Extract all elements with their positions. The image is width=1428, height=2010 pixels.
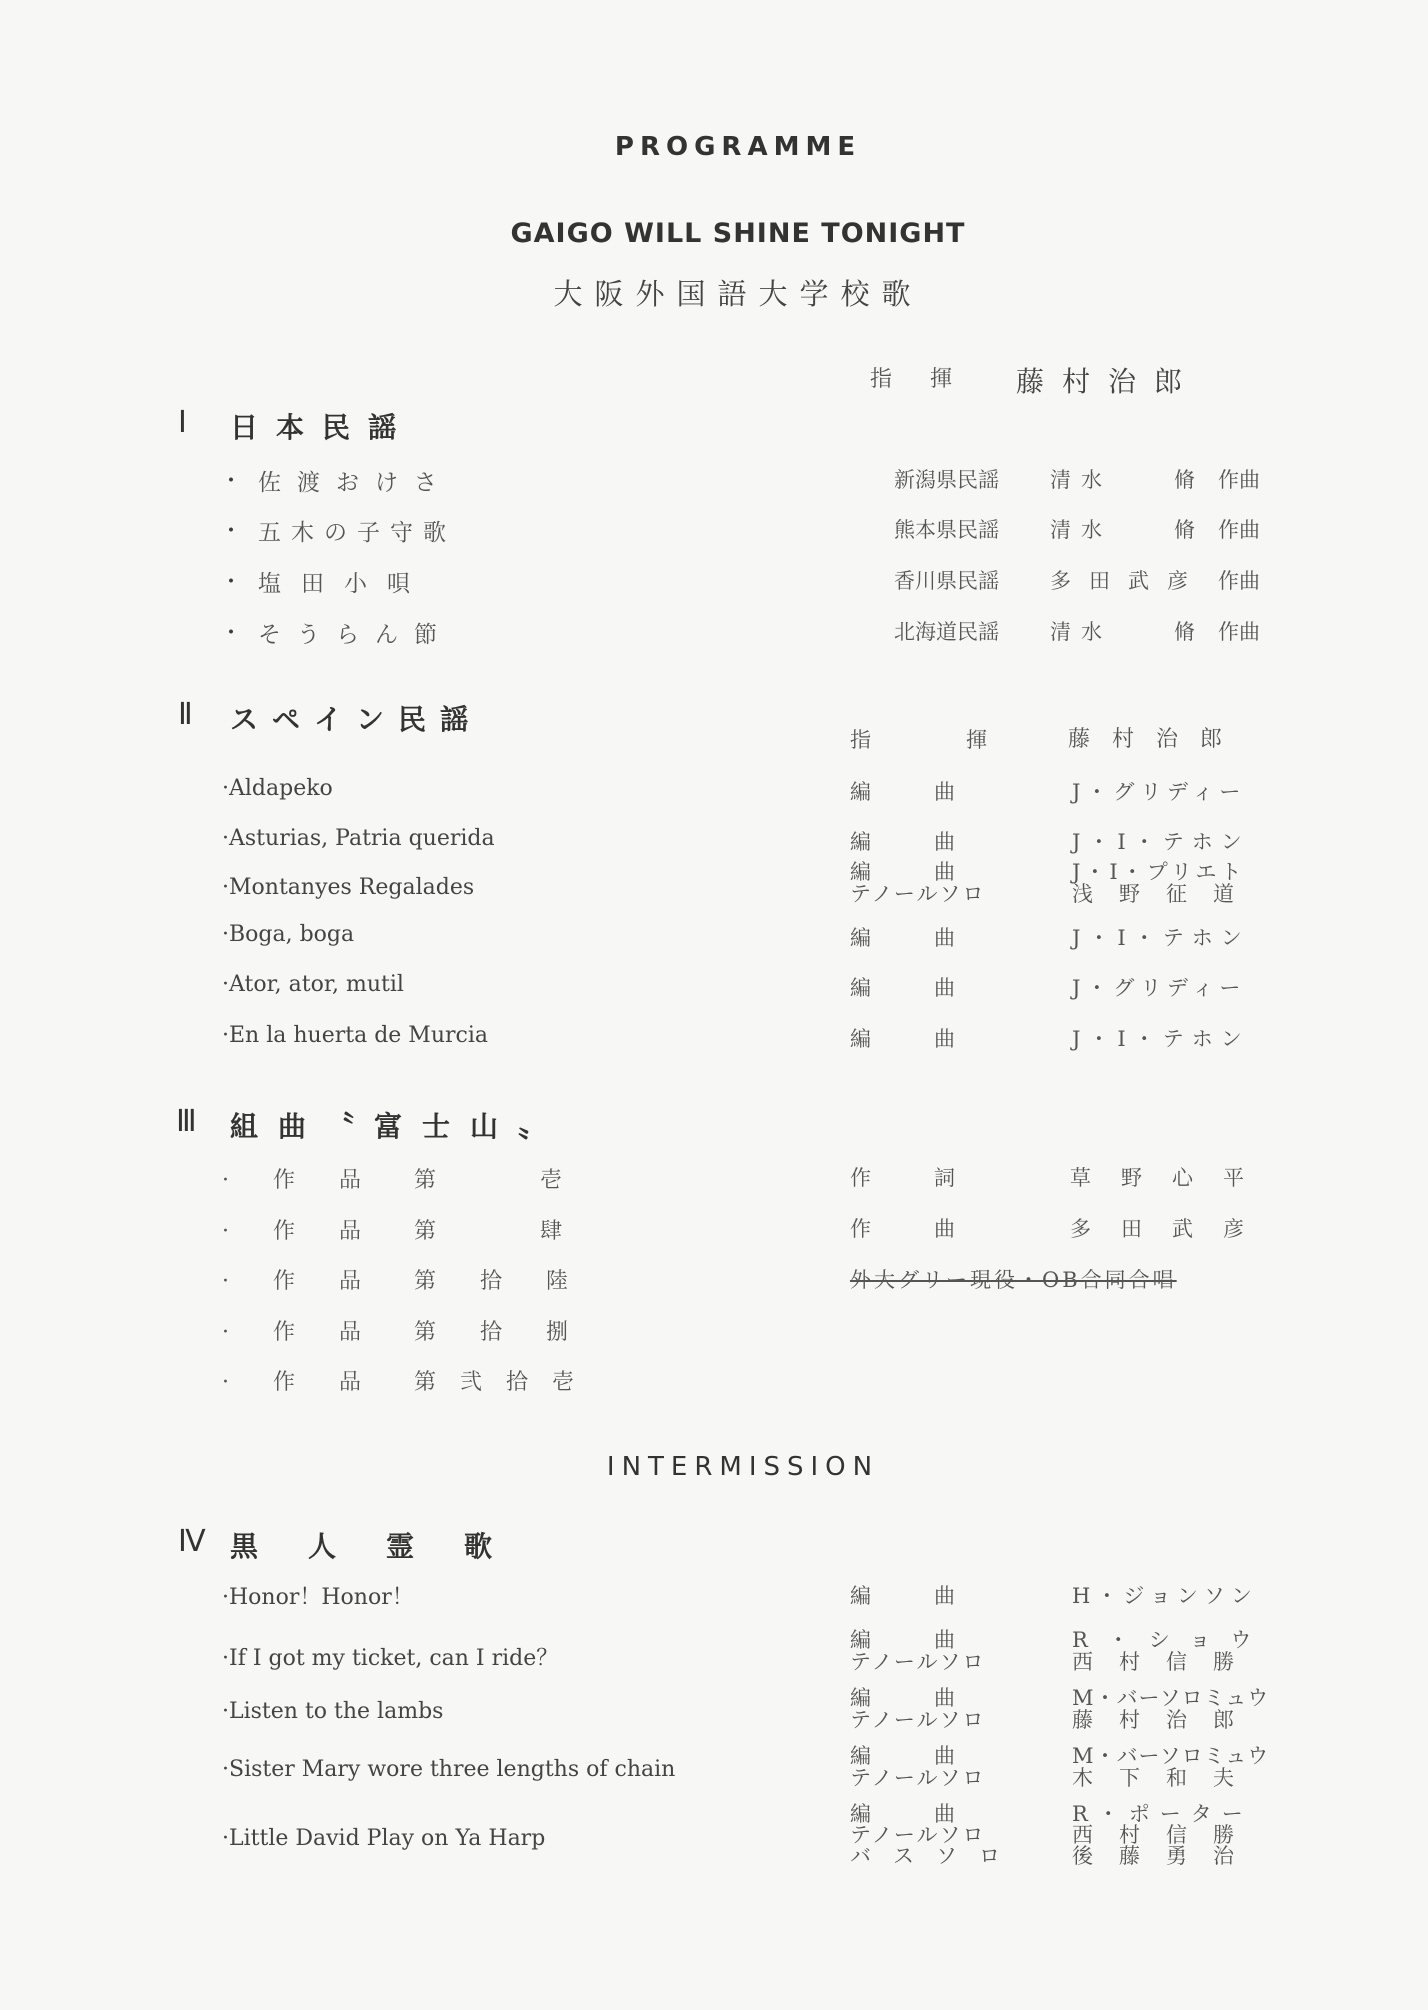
credit-role: 編 曲 [850,976,955,1000]
credit-name: M・バーソロミュウ [1072,1744,1270,1768]
lyricist-role: 作 詞 [850,1166,955,1190]
song-origin: 香川県民謡 [894,569,999,593]
credit-role: バスソロ [850,1844,1022,1868]
section-numeral: Ⅲ [176,1104,197,1139]
credit-role: 編 曲 [850,1802,955,1826]
song-title: ·Honor！Honor！ [222,1585,414,1610]
credit-name: J・I・テホン [1072,1027,1250,1051]
song-origin: 熊本県民謡 [894,518,999,542]
song-title: 佐渡おけさ [258,470,453,496]
song-title: ·If I got my ticket, can I ride？ [222,1646,559,1671]
work-label: ·作品 [222,1219,406,1244]
section-numeral: Ⅰ [178,405,187,440]
section-title: スペイン民謡 [230,703,483,736]
credit-role: テノールソロ [850,1766,986,1790]
credit-role: テノールソロ [850,1708,986,1732]
credit-role: 編 曲 [850,1744,955,1768]
work-label: ·作品 [222,1168,406,1193]
song-title: 塩田小唄 [258,571,430,597]
composer-name: 清水 脩 [1050,518,1205,542]
work-label: ·作品 [222,1269,406,1294]
work-label: ·作品 [222,1320,406,1345]
intermission-heading: INTERMISSION [606,1452,880,1482]
credit-role: 編 曲 [850,926,955,950]
song-title: ·En la huerta de Murcia [222,1023,488,1048]
song-title: ·Little David Play on Ya Harp [222,1826,546,1851]
credit-name: J・I・テホン [1072,926,1250,950]
section-numeral: Ⅱ [178,697,193,732]
composer-role: 作曲 [1218,518,1260,542]
lyricist-name: 草野心平 [1070,1166,1274,1190]
song-title: ·Aldapeko [222,776,333,801]
credit-name: J・グリディー [1072,976,1247,1000]
song-title: ·Listen to the lambs [222,1699,444,1724]
song-title: そうらん節 [258,622,453,648]
credit-role: 編 曲 [850,1027,955,1051]
credit-name: J・グリディー [1072,780,1247,804]
section-title: 組曲〝富士山〟 [230,1110,567,1143]
song-origin: 新潟県民謡 [894,468,999,492]
opening-song-title: GAIGO WILL SHINE TONIGHT [510,218,966,249]
work-number: 第肆 [414,1219,667,1244]
composer-name: 清水 脩 [1050,620,1205,644]
credit-name: 後藤勇治 [1072,1844,1260,1868]
bullet: ・ [220,570,243,595]
song-title: 五木の子守歌 [258,520,456,546]
song-title: ·Boga, boga [222,922,355,947]
credit-role: テノールソロ [850,1650,986,1674]
page-title: PROGRAMME [614,132,862,162]
credit-role: 編 曲 [850,830,955,854]
song-title: ·Ator, ator, mutil [222,972,404,997]
section-title: 日本民謡 [230,411,415,444]
conductor-name: 藤村治郎 [1068,727,1245,752]
credit-name: R・ショウ [1072,1628,1272,1652]
credit-name: 木下和夫 [1072,1766,1260,1790]
credit-role: 編 曲 [850,1584,955,1608]
bullet: ・ [220,621,243,646]
work-number: 第壱 [414,1168,667,1193]
credit-role: 編 曲 [850,1686,955,1710]
credit-name: 西村信勝 [1072,1823,1260,1847]
crossed-out-note: 外大グリー現役・OB合同合唱 [850,1268,1177,1292]
credit-role: 編 曲 [850,1628,955,1652]
work-number: 第弐拾壱 [414,1370,599,1395]
bullet: ・ [220,519,243,544]
credit-role: 編 曲 [850,780,955,804]
credit-role: テノールソロ [850,882,986,906]
song-title: ·Asturias, Patria querida [222,826,495,851]
credit-name: J・I・テホン [1072,830,1250,854]
credit-name: 浅野征道 [1072,882,1260,906]
song-origin: 北海道民謡 [894,620,999,644]
composer-role: 作 曲 [850,1217,955,1241]
credit-name: M・バーソロミュウ [1072,1686,1270,1710]
composer-name: 多田武彦 [1070,1217,1274,1241]
composer-name: 多田武彦 [1050,569,1206,593]
composer-name: 清水 脩 [1050,468,1205,492]
credit-name: 藤村治郎 [1072,1708,1260,1732]
work-number: 第拾陸 [414,1269,613,1294]
credit-role: テノールソロ [850,1823,986,1847]
section-numeral: Ⅳ [178,1524,206,1559]
composer-role: 作曲 [1218,620,1260,644]
song-title: ·Montanyes Regalades [222,875,475,900]
credit-name: R・ポーター [1072,1802,1253,1826]
work-number: 第拾捌 [414,1320,613,1345]
credit-name: J・I・プリエト [1072,860,1246,884]
work-label: ·作品 [222,1370,406,1395]
composer-role: 作曲 [1218,468,1260,492]
credit-role: 編 曲 [850,860,955,884]
section-title: 黒人霊歌 [230,1530,543,1563]
conductor-role: 指 揮 [850,728,995,752]
bullet: ・ [220,469,243,494]
credit-name: 西村信勝 [1072,1650,1260,1674]
composer-role: 作曲 [1218,569,1260,593]
conductor-name: 藤村治郎 [1016,365,1201,398]
credit-name: H・ジョンソン [1072,1584,1258,1608]
song-title: ·Sister Mary wore three lengths of chain [222,1757,676,1782]
conductor-role: 指 揮 [870,367,961,392]
school-song-title: 大阪外国語大学校歌 [553,277,923,311]
